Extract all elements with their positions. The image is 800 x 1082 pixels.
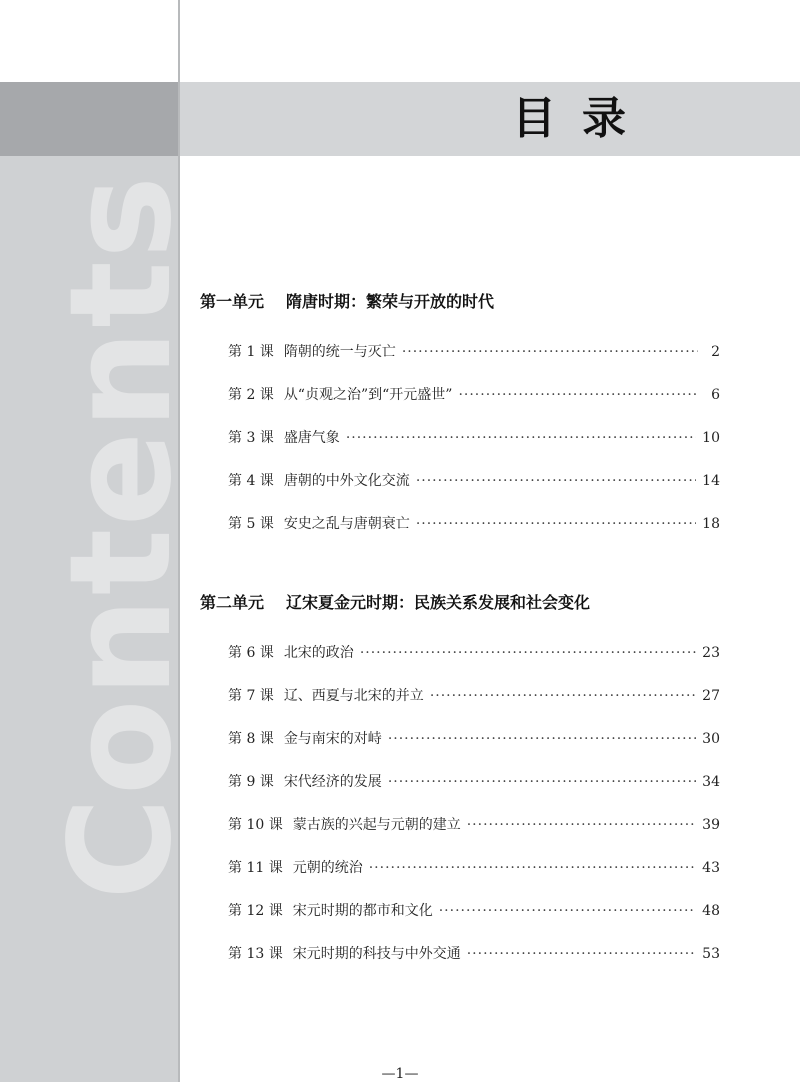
lesson-title: 从“贞观之治”到“开元盛世” <box>283 387 453 403</box>
lesson-page: 39 <box>702 817 720 833</box>
toc-entry[interactable] <box>228 761 720 804</box>
sidebar-top-blank <box>0 0 180 82</box>
toc-entry[interactable] <box>228 503 720 546</box>
toc-entry[interactable] <box>228 675 720 718</box>
table-of-contents <box>200 285 720 976</box>
lesson-page: 53 <box>702 946 720 962</box>
dot-leader <box>360 632 696 675</box>
lesson-number: 第 11 课 <box>228 860 283 876</box>
unit-heading <box>200 285 720 319</box>
lesson-title: 辽、西夏与北宋的并立 <box>283 688 424 704</box>
unit-title: 隋唐时期：繁荣与开放的时代 <box>286 292 495 311</box>
toc-entry[interactable] <box>228 331 720 374</box>
lesson-number: 第 3 课 <box>228 430 274 446</box>
unit-label: 第二单元 <box>200 593 265 612</box>
toc-entry[interactable] <box>228 804 720 847</box>
lesson-number: 第 5 课 <box>228 516 274 532</box>
header-band-accent <box>0 82 180 156</box>
dot-leader <box>467 933 696 976</box>
lesson-number: 第 2 课 <box>228 387 274 403</box>
lesson-page: 14 <box>702 473 720 489</box>
lesson-page: 6 <box>711 387 720 403</box>
dot-leader <box>346 417 696 460</box>
page-number: —1— <box>381 1066 419 1082</box>
toc-entry[interactable] <box>228 933 720 976</box>
dot-leader <box>430 675 696 718</box>
toc-entry[interactable] <box>228 718 720 761</box>
lesson-page: 34 <box>702 774 720 790</box>
lesson-page: 30 <box>702 731 720 747</box>
page-title: 目录 <box>512 93 652 144</box>
toc-entry[interactable] <box>228 632 720 675</box>
toc-entry[interactable] <box>228 890 720 933</box>
lesson-title: 元朝的统治 <box>292 860 363 876</box>
lesson-page: 23 <box>702 645 720 661</box>
dot-leader <box>416 503 696 546</box>
unit-title: 辽宋夏金元时期：民族关系发展和社会变化 <box>286 593 591 612</box>
lesson-title: 宋元时期的都市和文化 <box>292 903 433 919</box>
lesson-number: 第 1 课 <box>228 344 274 360</box>
lesson-page: 10 <box>702 430 720 446</box>
lesson-page: 2 <box>711 344 720 360</box>
toc-entry[interactable] <box>228 374 720 417</box>
lesson-number: 第 6 课 <box>228 645 274 661</box>
lesson-number: 第 7 课 <box>228 688 274 704</box>
sidebar-vertical-text: Contents <box>40 173 203 900</box>
lesson-title: 北宋的政治 <box>283 645 354 661</box>
lesson-title: 蒙古族的兴起与元朝的建立 <box>292 817 461 833</box>
dot-leader <box>402 331 698 374</box>
lesson-number: 第 8 课 <box>228 731 274 747</box>
lesson-number: 第 4 课 <box>228 473 274 489</box>
dot-leader <box>439 890 696 933</box>
lesson-title: 安史之乱与唐朝衰亡 <box>283 516 410 532</box>
lesson-number: 第 12 课 <box>228 903 283 919</box>
unit-label: 第一单元 <box>200 292 265 311</box>
lesson-title: 宋代经济的发展 <box>283 774 382 790</box>
dot-leader <box>388 718 696 761</box>
toc-entry[interactable] <box>228 460 720 503</box>
dot-leader <box>388 761 696 804</box>
lesson-page: 18 <box>702 516 720 532</box>
lesson-number: 第 9 课 <box>228 774 274 790</box>
lesson-title: 唐朝的中外文化交流 <box>283 473 410 489</box>
toc-entry[interactable] <box>228 417 720 460</box>
dot-leader <box>467 804 696 847</box>
toc-entry[interactable] <box>228 847 720 890</box>
unit-heading <box>200 586 720 620</box>
lesson-number: 第 10 课 <box>228 817 283 833</box>
lesson-number: 第 13 课 <box>228 946 283 962</box>
lesson-title: 盛唐气象 <box>283 430 340 446</box>
dot-leader <box>416 460 696 503</box>
lesson-page: 43 <box>702 860 720 876</box>
lesson-page: 48 <box>702 903 720 919</box>
lesson-page: 27 <box>702 688 720 704</box>
lesson-title: 隋朝的统一与灭亡 <box>283 344 396 360</box>
dot-leader <box>458 374 698 417</box>
lesson-title: 金与南宋的对峙 <box>283 731 382 747</box>
lesson-title: 宋元时期的科技与中外交通 <box>292 946 461 962</box>
dot-leader <box>369 847 696 890</box>
